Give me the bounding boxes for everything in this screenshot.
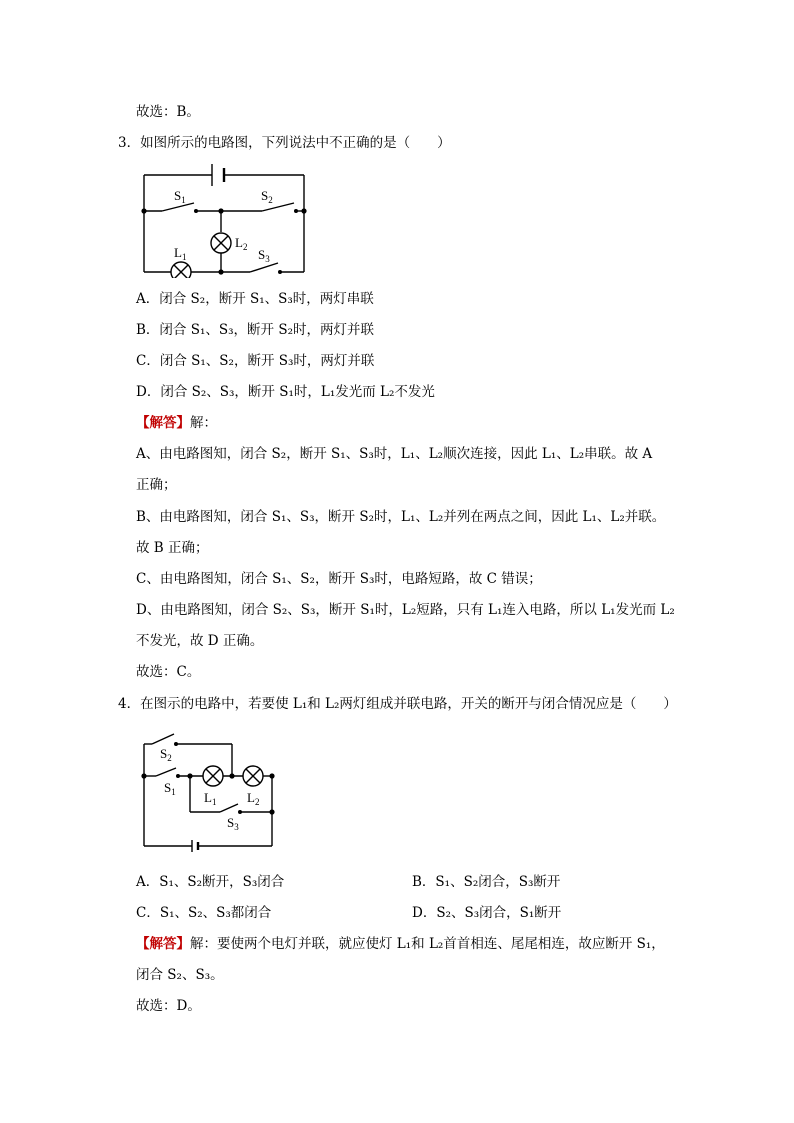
- q4-answer: [136, 935, 665, 953]
- q4-option-d: D．S₂、S₃闭合，S₁断开: [412, 905, 562, 921]
- question-3-stem: 3．如图所示的电路图，下列说法中不正确的是（ ）: [118, 135, 451, 151]
- question-4-stem: 4．在图示的电路中，若要使 L₁和 L₂两灯组成并联电路，开关的断开与闭合情况应是（ ）: [118, 696, 677, 712]
- answer-tag: 【解答】: [136, 936, 190, 952]
- label-l1: $L_1$: [174, 245, 187, 262]
- q3-explanation-line: 故 B 正确；: [136, 540, 209, 556]
- previous-answer: 故选：B。: [136, 104, 200, 120]
- q3-explanation-line: 不发光，故 D 正确。: [136, 633, 264, 649]
- q3-explanation-line: D、由电路图知，闭合 S₂、S₃，断开 S₁时，L₂短路，只有 L₁连入电路，所以 L₁发光而 L₂: [136, 602, 675, 618]
- q3-conclusion: 故选：C。: [136, 664, 201, 680]
- label-s1: $S_1$: [164, 780, 176, 797]
- q3-option-c: C．闭合 S₁、S₂，断开 S₃时，两灯并联: [136, 353, 375, 369]
- q4-option-c: C．S₁、S₂、S₃都闭合: [136, 905, 272, 921]
- label-s2: $S_2$: [160, 746, 172, 763]
- label-s3: $S_3$: [227, 815, 239, 832]
- label-l1: $L_1$: [204, 790, 217, 807]
- q4-conclusion: 故选：D。: [136, 998, 201, 1014]
- circuit-diagram-q3: [138, 158, 328, 278]
- label-s3: $S_3$: [258, 247, 270, 264]
- label-l2: $L_2$: [235, 235, 248, 252]
- answer-tag: 【解答】: [136, 415, 190, 431]
- answer-text: 解：要使两个电灯并联，就应使灯 L₁和 L₂首首相连、尾尾相连，故应断开 S₁，: [190, 936, 665, 952]
- q3-explanation-line: C、由电路图知，闭合 S₁、S₂，断开 S₃时，电路短路，故 C 错误；: [136, 571, 542, 587]
- q3-option-b: B．闭合 S₁、S₃，断开 S₂时，两灯并联: [136, 322, 374, 338]
- answer-head: 解：: [190, 415, 217, 431]
- q3-answer-heading: [136, 414, 217, 432]
- q3-explanation-line: 正确；: [136, 477, 177, 493]
- label-s1: $S_1$: [174, 188, 186, 205]
- q3-explanation-line: A、由电路图知，闭合 S₂，断开 S₁、S₃时，L₁、L₂顺次连接，因此 L₁、L₂串联。故 A: [136, 446, 653, 462]
- q4-option-a: A．S₁、S₂断开，S₃闭合: [136, 874, 285, 890]
- label-s2: $S_2$: [261, 188, 273, 205]
- q4-option-b: B．S₁、S₂闭合，S₃断开: [412, 874, 561, 890]
- q3-option-a: A．闭合 S₂，断开 S₁、S₃时，两灯串联: [136, 291, 374, 307]
- circuit-diagram-q4: [138, 730, 288, 856]
- q3-option-d: D．闭合 S₂、S₃，断开 S₁时，L₁发光而 L₂不发光: [136, 384, 435, 400]
- q4-answer-cont: 闭合 S₂、S₃。: [136, 967, 224, 983]
- label-l2: $L_2$: [247, 790, 260, 807]
- q3-explanation-line: B、由电路图知，闭合 S₁、S₃，断开 S₂时，L₁、L₂并列在两点之间，因此 L₁、L₂并联。: [136, 509, 666, 525]
